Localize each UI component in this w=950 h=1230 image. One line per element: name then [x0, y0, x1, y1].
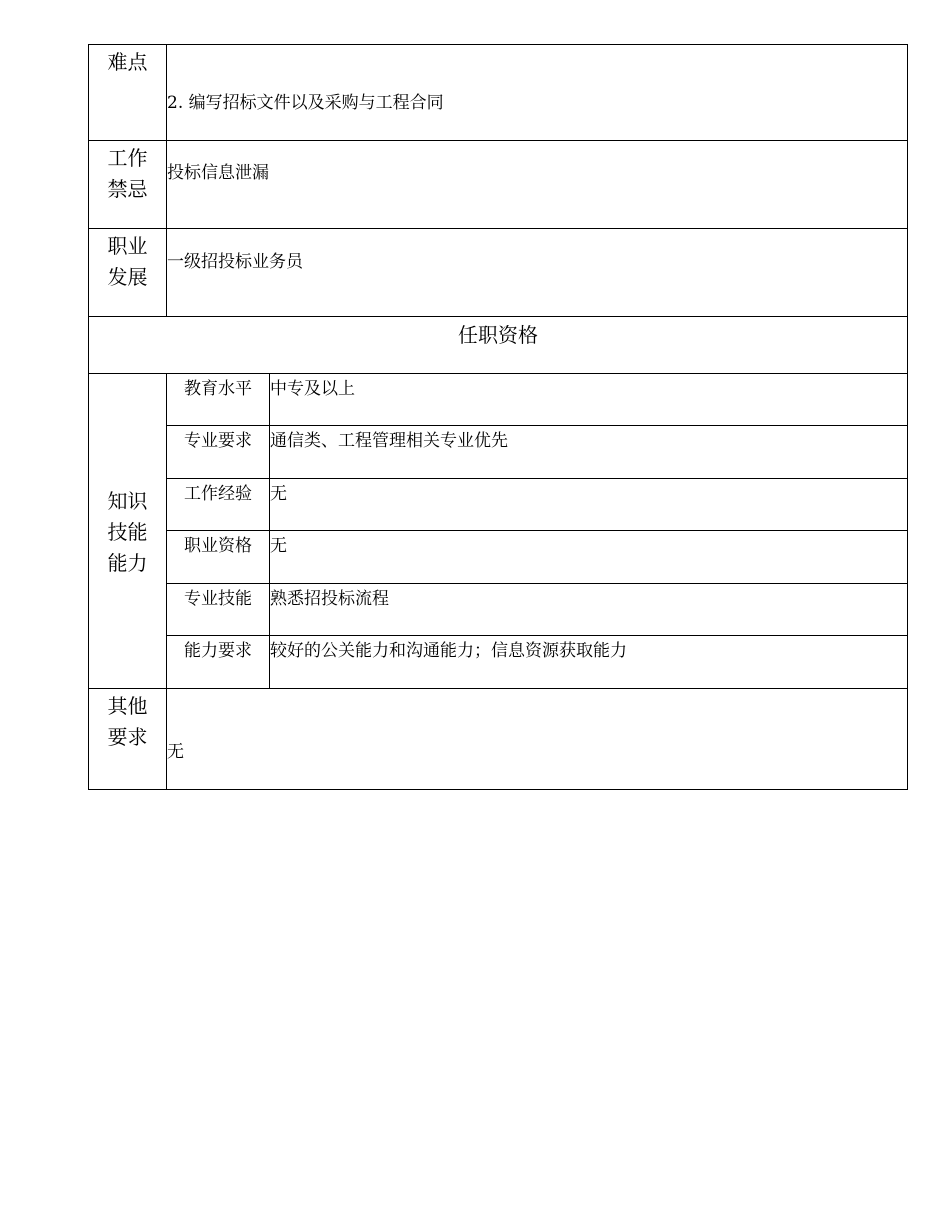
- skill-value: 熟悉招投标流程: [270, 584, 908, 636]
- taboo-label-cell: [89, 141, 167, 229]
- skill-value: 无: [270, 531, 908, 584]
- table-row: [89, 479, 908, 531]
- skill-value: 无: [270, 479, 908, 531]
- difficulty-label: 难点: [107, 50, 148, 74]
- difficulty-label-cell: [89, 45, 167, 141]
- career-label-cell: [89, 229, 167, 317]
- skill-value: 中专及以上: [270, 374, 908, 426]
- difficulty-value: 2. 编写招标文件以及采购与工程合同: [167, 93, 444, 113]
- table-row: [89, 636, 908, 689]
- career-value-cell: [167, 229, 908, 317]
- taboo-row: [89, 141, 908, 229]
- section-title: 任职资格: [89, 317, 908, 374]
- skill-name: 能力要求: [167, 636, 270, 689]
- job-description-table: [88, 44, 908, 790]
- other-row: [89, 689, 908, 790]
- skills-label: 知识技能能力: [107, 488, 148, 575]
- difficulty-value-cell: [167, 45, 908, 141]
- other-value-cell: [167, 689, 908, 790]
- skill-name: 专业要求: [167, 426, 270, 479]
- other-value: 无: [167, 742, 184, 762]
- skill-name: 专业技能: [167, 584, 270, 636]
- taboo-value: 投标信息泄漏: [167, 163, 269, 183]
- other-label: 其他要求: [107, 694, 148, 749]
- career-value: 一级招投标业务员: [167, 252, 303, 272]
- skills-label-cell: [89, 374, 167, 689]
- table-row: [89, 374, 908, 426]
- skill-name: 工作经验: [167, 479, 270, 531]
- section-row: [89, 317, 908, 374]
- table-row: [89, 531, 908, 584]
- skill-name: 职业资格: [167, 531, 270, 584]
- skill-value: 较好的公关能力和沟通能力；信息资源获取能力: [270, 636, 908, 689]
- skill-name: 教育水平: [167, 374, 270, 426]
- skill-value: 通信类、工程管理相关专业优先: [270, 426, 908, 479]
- career-row: [89, 229, 908, 317]
- difficulty-row: [89, 45, 908, 141]
- other-label-cell: [89, 689, 167, 790]
- career-label: 职业发展: [107, 234, 148, 289]
- table-row: [89, 426, 908, 479]
- taboo-value-cell: [167, 141, 908, 229]
- table-row: [89, 584, 908, 636]
- taboo-label: 工作禁忌: [107, 146, 148, 201]
